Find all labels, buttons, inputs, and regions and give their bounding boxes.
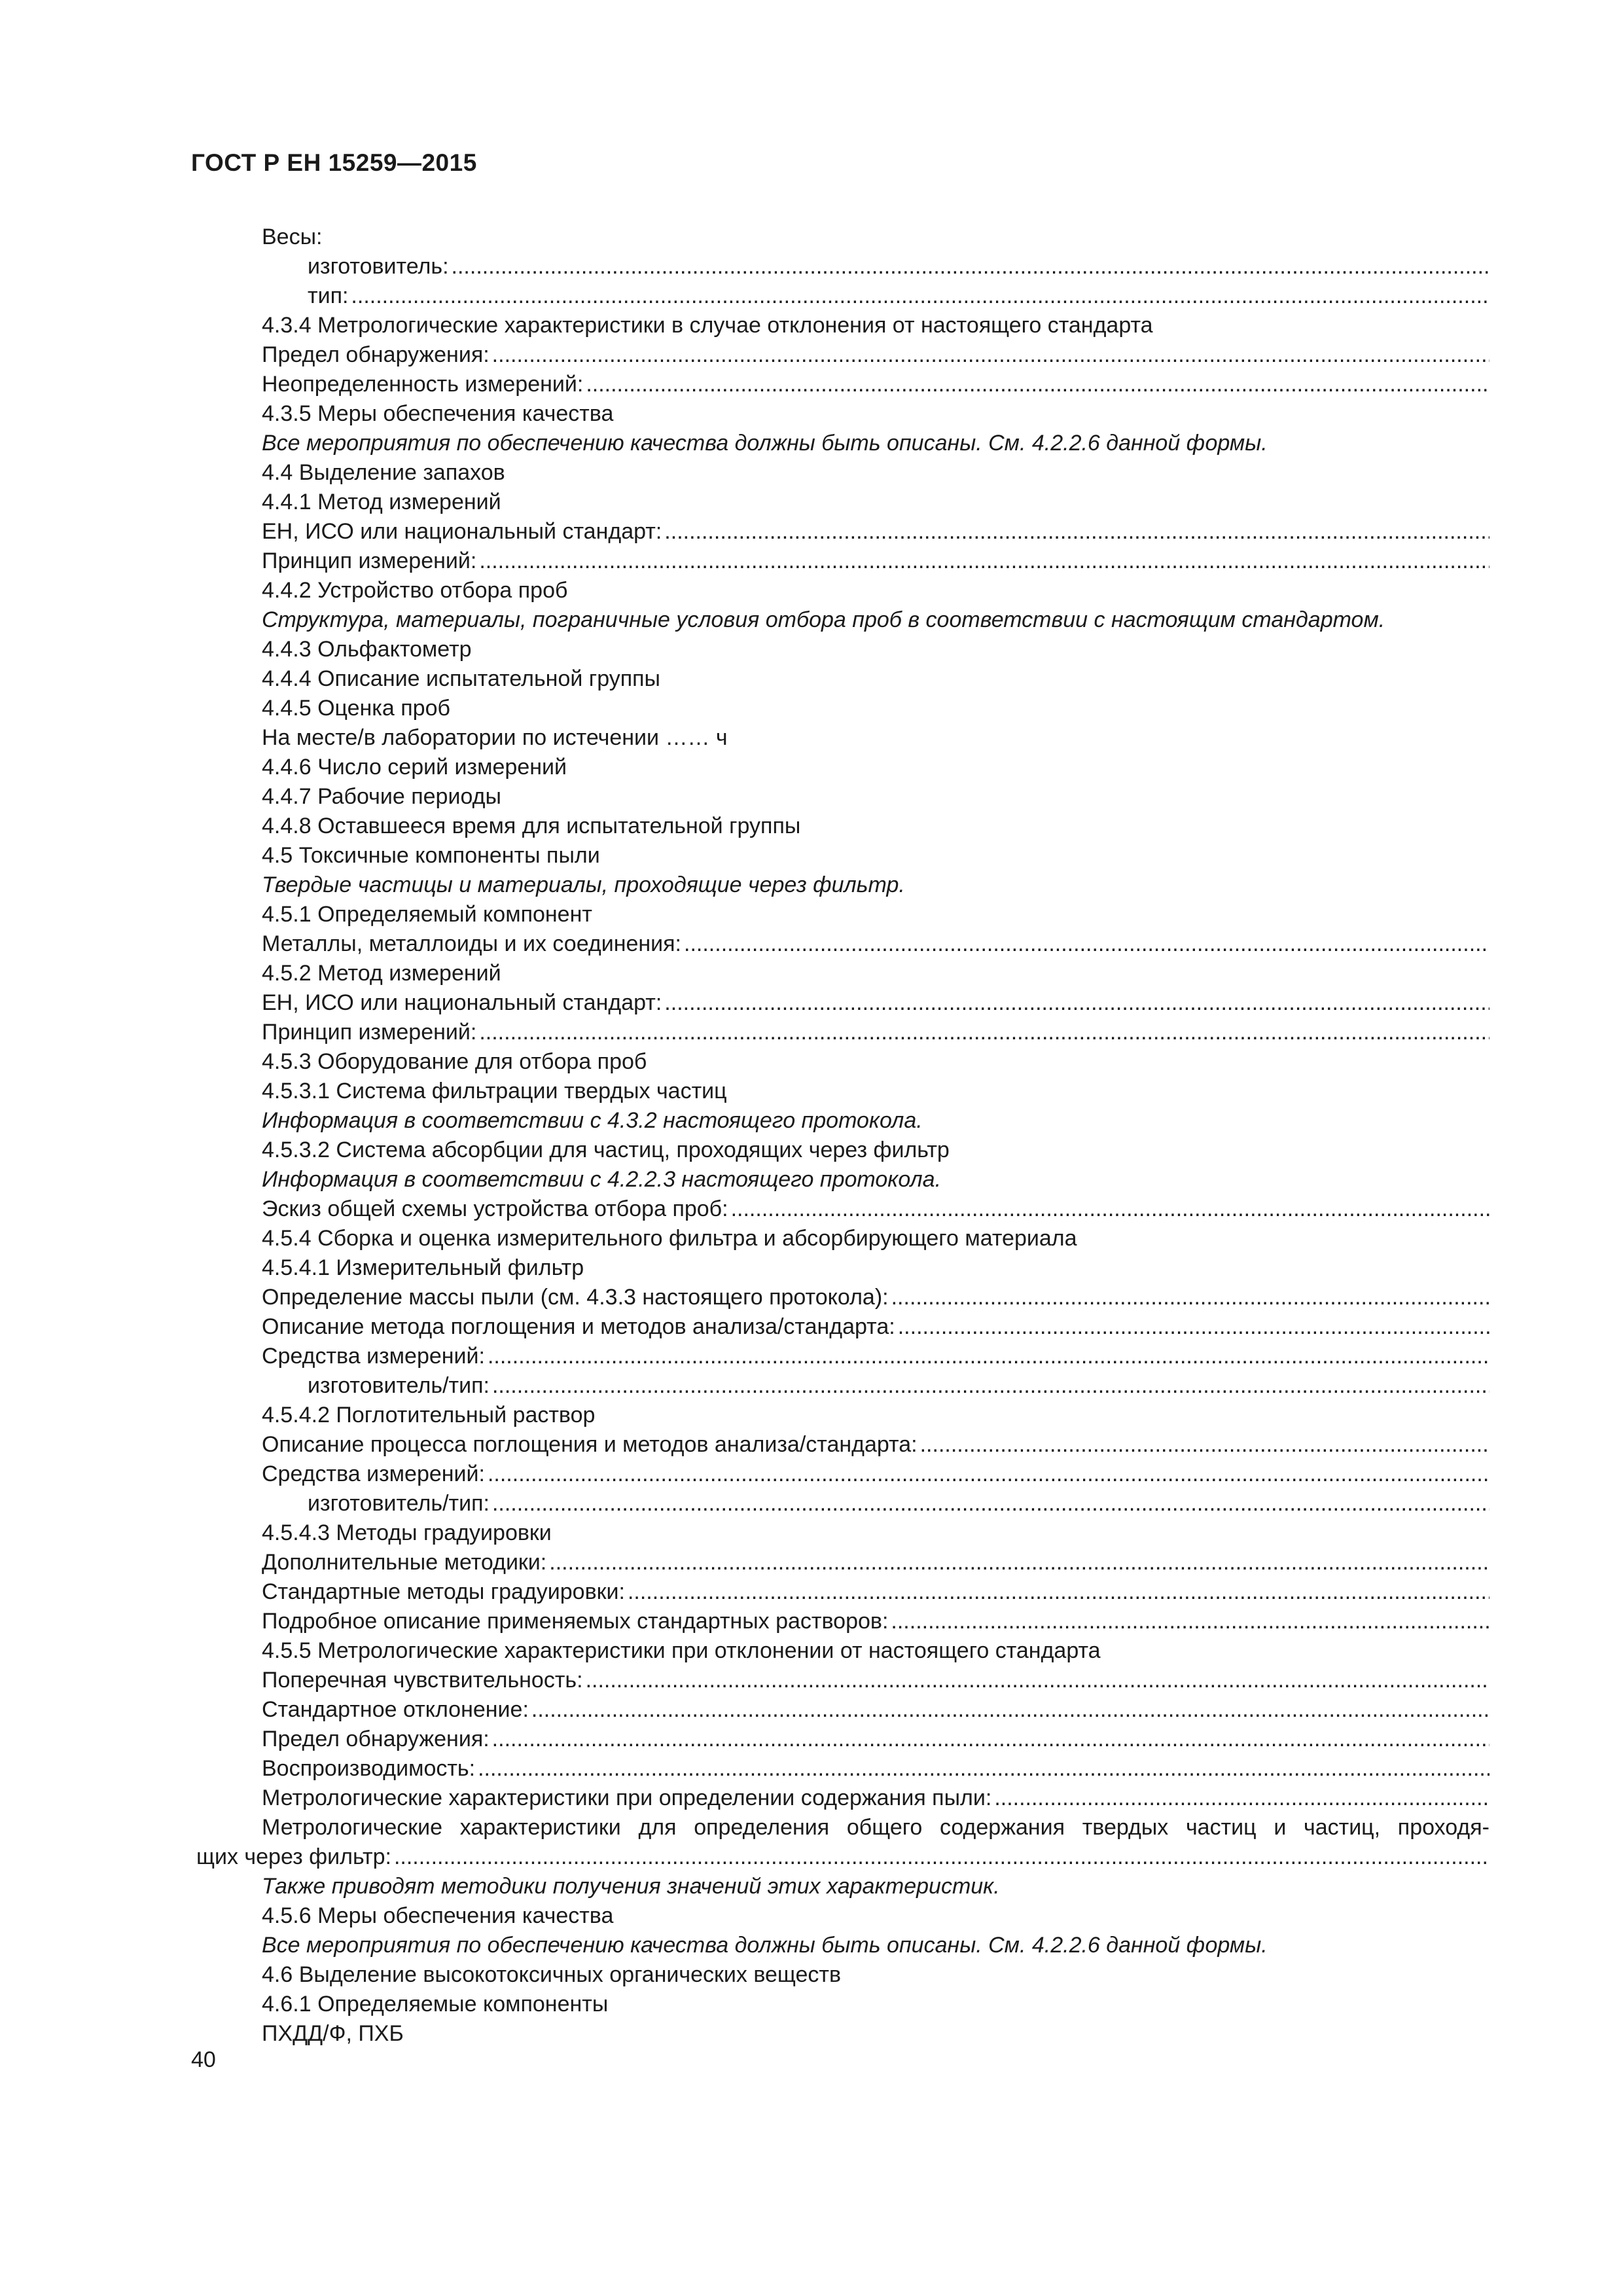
form-line-text: 4.4.5 Оценка проб [262, 696, 450, 721]
form-line-text: 4.4 Выделение запахов [262, 460, 505, 485]
form-line-text: 4.5.4 Сборка и оценка измерительного фильтра и абсорбирующего материала [262, 1226, 1077, 1251]
form-line [196, 1194, 1489, 1224]
form-line [196, 1666, 1489, 1695]
form-line-text: 4.5.1 Определяемый компонент [262, 902, 592, 927]
dot-leader [351, 281, 1489, 311]
form-line [196, 1371, 1489, 1401]
form-line-text: ЕН, ИСО или национальный стандарт: [262, 990, 662, 1015]
dot-leader [452, 252, 1489, 281]
form-line [196, 1931, 1489, 1960]
dot-leader [994, 1784, 1489, 1813]
form-line [196, 311, 1489, 340]
form-line-text: Все мероприятия по обеспечению качества должны быть описаны. См. 4.2.2.6 данной формы. [262, 431, 1268, 456]
form-line [196, 2019, 1489, 2049]
page-number: 40 [191, 2047, 216, 2072]
dot-leader [891, 1607, 1489, 1636]
form-line-text: тип: [308, 283, 349, 308]
form-line [196, 782, 1489, 812]
form-line [196, 635, 1489, 664]
form-line [196, 340, 1489, 370]
form-line-text: Все мероприятия по обеспечению качества должны быть описаны. См. 4.2.2.6 данной формы. [262, 1933, 1268, 1958]
dot-leader [492, 1725, 1489, 1754]
form-line [196, 429, 1489, 458]
form-line-text: Также приводят методики получения значений этих характеристик. [262, 1874, 1000, 1899]
dot-leader [394, 1842, 1489, 1872]
dot-leader [664, 517, 1489, 547]
form-line [196, 576, 1489, 605]
form-line-text: 4.4.7 Рабочие периоды [262, 784, 501, 809]
form-line [196, 1990, 1489, 2019]
form-line-text: 4.5.2 Метод измерений [262, 961, 501, 986]
form-line [196, 1342, 1489, 1371]
form-line-text: Предел обнаружения: [262, 342, 490, 367]
dot-leader [492, 1489, 1489, 1518]
form-line [196, 723, 1489, 753]
form-line-text: 4.4.6 Число серий измерений [262, 755, 567, 780]
form-line-text: 4.5.3.2 Система абсорбции для частиц, проходящих через фильтр [262, 1138, 950, 1162]
form-line-text: Поперечная чувствительность: [262, 1668, 583, 1693]
dot-leader [586, 370, 1489, 399]
form-line-text: 4.5.6 Меры обеспечения качества [262, 1903, 614, 1928]
wrapped-line-second-text: щих через фильтр: [196, 1844, 391, 1869]
form-line [196, 959, 1489, 988]
form-line [196, 1872, 1489, 1901]
dot-leader [549, 1548, 1489, 1577]
dot-leader [891, 1283, 1489, 1312]
form-line-text: 4.3.5 Меры обеспечения качества [262, 401, 614, 426]
form-line-text: Предел обнаружения: [262, 1727, 490, 1751]
form-line [196, 1636, 1489, 1666]
form-line-text: Структура, материалы, пограничные условия отбора проб в соответствии с настоящим стандартом. [262, 607, 1385, 632]
form-line-text: Метрологические характеристики при определении содержания пыли: [262, 1785, 992, 1810]
form-line-text: На месте/в лаборатории по истечении …… ч [262, 725, 728, 750]
dot-leader [488, 1342, 1489, 1371]
dot-leader [628, 1577, 1489, 1607]
form-line-text: Описание процесса поглощения и методов анализа/стандарта: [262, 1432, 918, 1457]
wrapped-line-first: Метрологические характеристики для определения общего содержания твердых частиц и частиц, проходя- [262, 1815, 1489, 1840]
dot-leader [531, 1695, 1489, 1725]
form-line [196, 1489, 1489, 1518]
form-line [196, 1136, 1489, 1165]
form-line-text: Стандартное отклонение: [262, 1697, 529, 1722]
form-line-text: Принцип измерений: [262, 1020, 477, 1045]
form-line-text: 4.5.3.1 Система фильтрации твердых частиц [262, 1079, 727, 1103]
form-line-text: 4.4.3 Ольфактометр [262, 637, 472, 662]
form-line-text: Воспроизводимость: [262, 1756, 476, 1781]
dot-leader [731, 1194, 1489, 1224]
form-line [196, 1018, 1489, 1047]
form-line-text: Средства измерений: [262, 1462, 485, 1486]
form-line-text: Принцип измерений: [262, 548, 477, 573]
form-lines-block-2 [196, 1872, 1489, 2049]
form-line [196, 1695, 1489, 1725]
form-line [196, 370, 1489, 399]
document-header: ГОСТ Р ЕН 15259—2015 [191, 149, 477, 176]
form-line [196, 753, 1489, 782]
form-line-text: 4.5.3 Оборудование для отбора проб [262, 1049, 647, 1074]
form-line-text: 4.5.4.2 Поглотительный раствор [262, 1403, 596, 1427]
form-line-text: ПХДД/Ф, ПХБ [262, 2021, 404, 2046]
form-line [196, 1960, 1489, 1990]
form-line-text: 4.6.1 Определяемые компоненты [262, 1992, 609, 2017]
wrapped-line-second [196, 1842, 1489, 1872]
form-line-text: 4.6 Выделение высокотоксичных органических веществ [262, 1962, 842, 1987]
form-line-text: Информация в соответствии с 4.2.2.3 настоящего протокола. [262, 1167, 942, 1192]
form-line-text: 4.4.4 Описание испытательной группы [262, 666, 660, 691]
form-line-text: Стандартные методы градуировки: [262, 1579, 625, 1604]
form-line [196, 664, 1489, 694]
form-line-text: 4.5 Токсичные компоненты пыли [262, 843, 600, 868]
form-line [196, 1047, 1489, 1077]
form-line-text: Дополнительные методики: [262, 1550, 547, 1575]
form-line [196, 1106, 1489, 1136]
form-line [196, 1548, 1489, 1577]
form-line [196, 605, 1489, 635]
form-line-text: изготовитель: [308, 254, 449, 279]
form-line [196, 1577, 1489, 1607]
dot-leader [492, 340, 1489, 370]
form-line-text: 4.5.5 Метрологические характеристики при отклонении от настоящего стандарта [262, 1638, 1101, 1663]
form-lines-block-1 [196, 223, 1489, 1813]
dot-leader [664, 988, 1489, 1018]
form-line [196, 1460, 1489, 1489]
form-line-text: Описание метода поглощения и методов анализа/стандарта: [262, 1314, 895, 1339]
form-line-text: 4.3.4 Метрологические характеристики в случае отклонения от настоящего стандарта [262, 313, 1153, 338]
form-line [196, 517, 1489, 547]
wrapped-paragraph [196, 1813, 1489, 1872]
form-line-text: 4.5.4.3 Методы градуировки [262, 1520, 552, 1545]
form-line [196, 1725, 1489, 1754]
form-line-text: 4.5.4.1 Измерительный фильтр [262, 1255, 584, 1280]
form-line-text: Металлы, металлоиды и их соединения: [262, 931, 682, 956]
form-line [196, 1253, 1489, 1283]
dot-leader [684, 929, 1489, 959]
form-line-text: Определение массы пыли (см. 4.3.3 настоящего протокола): [262, 1285, 889, 1310]
form-line [196, 547, 1489, 576]
dot-leader [920, 1430, 1489, 1460]
form-line [196, 1077, 1489, 1106]
form-line-text: 4.4.8 Оставшееся время для испытательной группы [262, 814, 801, 838]
form-line [196, 252, 1489, 281]
dot-leader [479, 1018, 1489, 1047]
form-line-text: Твердые частицы и материалы, проходящие через фильтр. [262, 872, 905, 897]
form-line [196, 488, 1489, 517]
form-line-text: Информация в соответствии с 4.3.2 настоящего протокола. [262, 1108, 923, 1133]
form-line-text: изготовитель/тип: [308, 1491, 490, 1516]
dot-leader [478, 1754, 1489, 1784]
dot-leader [492, 1371, 1489, 1401]
form-line [196, 870, 1489, 900]
form-line [196, 812, 1489, 841]
form-line-text: Эскиз общей схемы устройства отбора проб: [262, 1196, 728, 1221]
form-line [196, 1784, 1489, 1813]
form-line [196, 1518, 1489, 1548]
form-line [196, 1430, 1489, 1460]
dot-leader [479, 547, 1489, 576]
form-line [196, 399, 1489, 429]
form-line-text: Подробное описание применяемых стандартных растворов: [262, 1609, 889, 1634]
form-line [196, 1165, 1489, 1194]
dot-leader [898, 1312, 1489, 1342]
form-line [196, 1901, 1489, 1931]
form-line-text: Неопределенность измерений: [262, 372, 584, 397]
form-line-text: 4.4.1 Метод измерений [262, 490, 501, 514]
form-line [196, 281, 1489, 311]
form-line-text: ЕН, ИСО или национальный стандарт: [262, 519, 662, 544]
form-line [196, 1224, 1489, 1253]
form-line [196, 841, 1489, 870]
form-line-text: 4.4.2 Устройство отбора проб [262, 578, 568, 603]
form-line [196, 223, 1489, 252]
form-line [196, 1283, 1489, 1312]
form-line [196, 929, 1489, 959]
form-line [196, 458, 1489, 488]
dot-leader [488, 1460, 1489, 1489]
form-line [196, 694, 1489, 723]
form-content [196, 223, 1489, 2049]
form-line [196, 900, 1489, 929]
form-line [196, 1607, 1489, 1636]
form-line-text: изготовитель/тип: [308, 1373, 490, 1398]
dot-leader [586, 1666, 1489, 1695]
form-line-text: Средства измерений: [262, 1344, 485, 1369]
form-line [196, 1754, 1489, 1784]
form-line [196, 1401, 1489, 1430]
form-line [196, 1312, 1489, 1342]
form-line-text: Весы: [262, 224, 323, 249]
form-line [196, 988, 1489, 1018]
